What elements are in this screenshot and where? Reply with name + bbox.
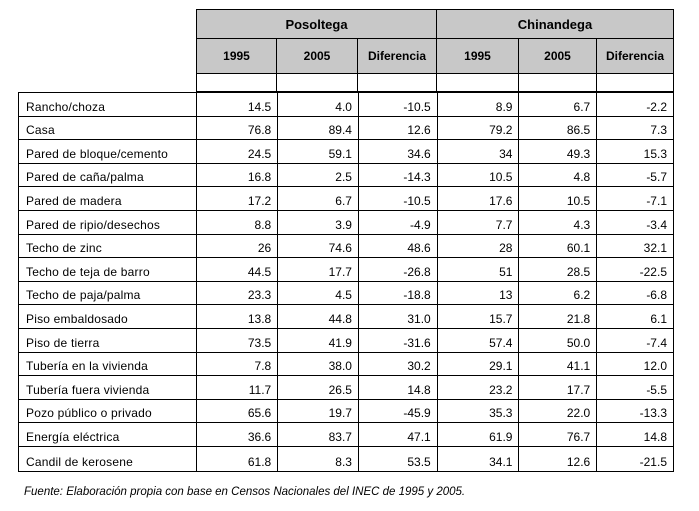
table-row [19,93,673,117]
table-cell: 6.7 [518,93,596,116]
table-cell: -10.5 [358,187,437,210]
table-cell: 48.6 [358,235,437,258]
table-cell: 6.1 [596,305,673,328]
spacer-cell [277,74,358,92]
table-cell: 7.8 [196,353,277,376]
column-header-posoltega-1995: 1995 [196,39,277,74]
table-cell: -31.6 [358,329,437,352]
spacer-cell [597,74,674,92]
table-cell: 76.7 [518,423,596,446]
row-label: Techo de zinc [26,241,102,256]
table-cell: 17.7 [277,258,358,281]
table-row [19,140,673,164]
table-cell: 29.1 [437,353,519,376]
table-row [19,423,673,447]
table-cell: 60.1 [518,235,596,258]
spacer-cell [358,74,437,92]
table-cell: 11.7 [196,376,277,399]
column-header-chinandega-1995: 1995 [437,39,519,74]
row-label: Energía eléctrica [26,429,120,444]
table-cell: -3.4 [596,211,673,234]
table-cell: 8.9 [437,93,519,116]
table-cell: 31.0 [358,305,437,328]
table-cell: -6.8 [596,282,673,305]
table-cell: 12.6 [518,447,596,471]
table-cell: 76.8 [196,117,277,140]
table-row [19,164,673,188]
header-spacer-row [196,74,674,92]
data-table [18,92,674,472]
table-cell: 28 [437,235,519,258]
table-cell: 4.3 [518,211,596,234]
table-row [19,400,673,424]
table-cell: 36.6 [196,423,277,446]
column-header-row [196,39,674,74]
table-cell: -21.5 [596,447,673,471]
table-cell: 3.9 [277,211,358,234]
table-cell: 34.1 [437,447,519,471]
table-cell: 7.7 [437,211,519,234]
table-cell: 14.8 [358,376,437,399]
table-cell: 44.8 [277,305,358,328]
table-cell: 38.0 [277,353,358,376]
table-cell: -7.4 [596,329,673,352]
table-cell: 8.3 [277,447,358,471]
row-label: Rancho/choza [26,99,106,114]
table-row [19,329,673,353]
table-cell: 19.7 [277,400,358,423]
table-cell: -45.9 [358,400,437,423]
table-cell: -14.3 [358,164,437,187]
row-label: Tubería fuera vivienda [26,382,150,397]
table-cell: 10.5 [518,187,596,210]
table-cell: 50.0 [518,329,596,352]
table-cell: 17.6 [437,187,519,210]
table-cell: 17.7 [518,376,596,399]
row-label: Techo de teja de barro [26,264,150,279]
table-row [19,187,673,211]
table-cell: 23.2 [437,376,519,399]
table-cell: 13.8 [196,305,277,328]
table-cell: 26 [196,235,277,258]
table-cell: 86.5 [518,117,596,140]
table-cell: 89.4 [277,117,358,140]
column-header-posoltega-diferencia: Diferencia [358,39,437,74]
table-cell: 57.4 [437,329,519,352]
spacer-cell [519,74,597,92]
table-row [19,258,673,282]
table-cell: 73.5 [196,329,277,352]
table-cell: 61.8 [196,447,277,471]
row-label: Techo de paja/palma [26,288,141,303]
spacer-cell [196,74,277,92]
table-cell: 4.0 [277,93,358,116]
table-cell: 65.6 [196,400,277,423]
table-cell: 41.9 [277,329,358,352]
table-cell: 61.9 [437,423,519,446]
table-cell: 24.5 [196,140,277,163]
table-cell: 41.1 [518,353,596,376]
row-label: Pared de caña/palma [26,170,144,185]
table-row [19,447,673,471]
table-cell: 26.5 [277,376,358,399]
table-row [19,305,673,329]
table-cell: 12.6 [358,117,437,140]
group-header-row [196,9,674,39]
table-cell: 12.0 [596,353,673,376]
table-cell: 14.5 [196,93,277,116]
table-cell: 4.8 [518,164,596,187]
table-cell: -4.9 [358,211,437,234]
table-row [19,282,673,306]
table-cell: 2.5 [277,164,358,187]
table-cell: 10.5 [437,164,519,187]
table-cell: -7.1 [596,187,673,210]
table-cell: 79.2 [437,117,519,140]
column-header-posoltega-2005: 2005 [277,39,358,74]
table-cell: 15.3 [596,140,673,163]
group-header-posoltega: Posoltega [196,9,437,39]
table-cell: 51 [437,258,519,281]
table-cell: 34 [437,140,519,163]
table-cell: 14.8 [596,423,673,446]
table-cell: 22.0 [518,400,596,423]
column-header-chinandega-diferencia: Diferencia [597,39,674,74]
group-header-chinandega: Chinandega [437,9,674,39]
row-label: Piso embaldosado [26,311,128,326]
row-label: Casa [26,123,55,138]
table-cell: -22.5 [596,258,673,281]
table-cell: 6.7 [277,187,358,210]
table-row [19,117,673,141]
table-cell: 4.5 [277,282,358,305]
table-cell: 53.5 [358,447,437,471]
table-cell: 34.6 [358,140,437,163]
column-header-chinandega-2005: 2005 [519,39,597,74]
row-label: Candil de kerosene [26,454,134,469]
table-cell: -10.5 [358,93,437,116]
table-cell: 23.3 [196,282,277,305]
table-cell: 83.7 [277,423,358,446]
row-label: Pared de ripio/desechos [26,217,161,232]
table-cell: 47.1 [358,423,437,446]
row-label: Piso de tierra [26,335,100,350]
table-cell: 17.2 [196,187,277,210]
table-cell: 7.3 [596,117,673,140]
table-cell: 49.3 [518,140,596,163]
table-cell: 6.2 [518,282,596,305]
table-cell: -18.8 [358,282,437,305]
table-cell: 13 [437,282,519,305]
table-cell: 21.8 [518,305,596,328]
table-cell: 35.3 [437,400,519,423]
row-label: Tubería en la vivienda [26,359,149,374]
table-cell: 8.8 [196,211,277,234]
table-cell: 28.5 [518,258,596,281]
table-cell: 15.7 [437,305,519,328]
table-row [19,353,673,377]
table-cell: 74.6 [277,235,358,258]
table-cell: 59.1 [277,140,358,163]
row-label: Pared de bloque/cemento [26,146,169,161]
table-cell: 30.2 [358,353,437,376]
table-cell: -5.5 [596,376,673,399]
table-cell: -26.8 [358,258,437,281]
spacer-cell [437,74,519,92]
source-footnote: Fuente: Elaboración propia con base en Censos Nacionales del INEC de 1995 y 2005. [24,486,466,498]
table-cell: -2.2 [596,93,673,116]
row-label: Pared de madera [26,193,122,208]
table-cell: -13.3 [596,400,673,423]
table-cell: -5.7 [596,164,673,187]
table-cell: 44.5 [196,258,277,281]
table-row [19,235,673,259]
table-cell: 32.1 [596,235,673,258]
row-label: Pozo público o privado [26,406,152,421]
table-row [19,211,673,235]
table-cell: 16.8 [196,164,277,187]
table-row [19,376,673,400]
